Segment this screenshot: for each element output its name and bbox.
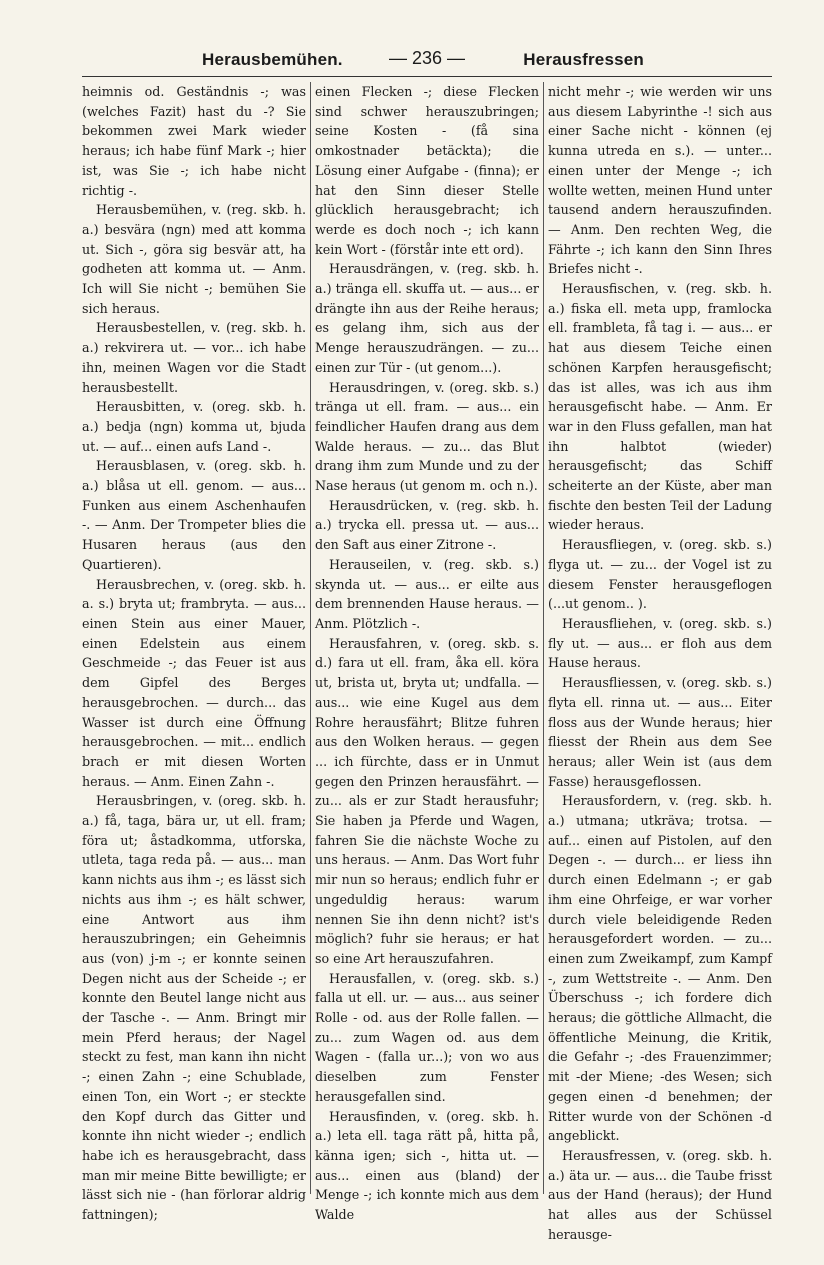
entry-paragraph: Herausbestellen, v. (reg. skb. h. a.) rekvirera ut. — vor... ich habe ihn, meinen Wagen vor die Stadt herausbestellt. <box>82 320 306 395</box>
entry-paragraph: heimnis od. Geständnis -; was (welches Fazit) hast du -? Sie bekommen zwei Mark wieder heraus; ich habe fünf Mark -; hier ist, was Sie -; ich habe nicht richtig -. <box>82 84 306 198</box>
entry-paragraph: Herausfressen, v. (oreg. skb. h. a.) äta ur. — aus... die Taube frisst aus der Hand (heraus); der Hund hat alles aus der Schüssel herausge- <box>548 1147 772 1242</box>
column-divider <box>310 82 311 1194</box>
column-left <box>82 82 306 1223</box>
entry-paragraph: Herausbringen, v. (oreg. skb. h. a.) få, taga, bära ur, ut ell. fram; föra ut; åstadkomma, utforska, utleta, taga reda på. — aus... man kann nichts aus ihm -; es lässt sich nichts aus ihm -; es hält schwer, eine Antwort aus ihm herauszubringen; ein Geheimnis aus (von) j-m -; er konnte seinen Degen nicht aus der Scheide -; er konnte den Beutel lange nicht aus der Tasche -. — Anm. Bringt mir mein Pferd heraus; der Nagel steckt zu fest, man kann ihn nicht -; einen Zahn -; eine Schublade, einen Ton, ein Wort -; er steckte den Kopf durch das Gitter und konnte ihn nicht wieder -; endlich habe ich es herausgebracht, dass man mir meine Bitte bewilligte; er lässt sich nie - (han förlorar aldrig fattningen); <box>82 793 306 1223</box>
entry-paragraph: Herausfliegen, v. (oreg. skb. s.) flyga ut. — zu... der Vogel ist zu diesem Fenster herausgeflogen (...ut genom.. ). <box>548 537 772 612</box>
column-middle <box>315 82 539 1223</box>
entry-paragraph: Herausfliessen, v. (oreg. skb. s.) flyta ell. rinna ut. — aus... Eiter floss aus der Wunde heraus; hier fliesst der Rhein aus dem See heraus; aller Wein ist (aus dem Fasse) herausgeflossen. <box>548 675 772 789</box>
entry-paragraph: Herausblasen, v. (oreg. skb. h. a.) blåsa ut ell. genom. — aus... Funken aus einem Aschenhaufen -. — Anm. Der Trompeter blies die Husaren heraus (aus den Quartieren). <box>82 458 306 572</box>
header-rule <box>82 76 772 77</box>
column-right <box>548 82 772 1242</box>
entry-paragraph: einen Flecken -; diese Flecken sind schwer herauszubringen; seine Kosten - (få sina omkostnader betäckta); die Lösung einer Aufgabe - (finna); er hat den Sinn dieser Stelle glücklich herausgebracht; ich werde es doch noch -; ich kann kein Wort - (förstår inte ett ord). <box>315 84 539 257</box>
entry-paragraph: Herauseilen, v. (reg. skb. s.) skynda ut. — aus... er eilte aus dem brennenden Hause heraus. — Anm. Plötzlich -. <box>315 556 539 631</box>
entry-paragraph: Herausbrechen, v. (oreg. skb. h. a. s.) bryta ut; frambryta. — aus... einen Stein aus einer Mauer, einen Edelstein aus einem Geschmeide -; das Feuer ist aus dem Gipfel des Berges herausgebrochen. — durch... das Wasser ist durch eine Öffnung herausgebrochen. — mit... endlich brach er mit diesen Worten heraus. — Anm. Einen Zahn -. <box>82 576 306 789</box>
entry-paragraph: nicht mehr -; wie werden wir uns aus diesem Labyrinthe -! sich aus einer Sache nicht - können (ej kunna utreda en s.). — unter... einen unter der Menge -; ich wollte wetten, meinen Hund unter tausend andern herauszufinden. — Anm. Den rechten Weg, die Fährte -; ich kann den Sinn Ihres Briefes nicht -. <box>548 84 772 277</box>
page-number: — 236 — <box>388 48 466 68</box>
entry-paragraph: Herausfinden, v. (oreg. skb. h. a.) leta ell. taga rätt på, hitta på, känna igen; sich -, hitta ut. — aus... einen aus (bland) der Menge -; ich konnte mich aus dem Walde <box>315 1108 539 1223</box>
entry-paragraph: Herausdrängen, v. (reg. skb. h. a.) tränga ell. skuffa ut. — aus... er drängte ihn aus der Reihe heraus; es gelang ihm, sich aus der Menge herauszudrängen. — zu... einen zur Tür - (ut genom...). <box>315 261 539 375</box>
entry-paragraph: Herausdringen, v. (oreg. skb. s.) tränga ut ell. fram. — aus... ein feindlicher Haufen drang aus dem Walde heraus. — zu... das Blut drang ihm zum Munde und zu der Nase heraus (ut genom m. och n.). <box>315 379 539 494</box>
header-first-entry: Herausbemühen. <box>202 50 343 69</box>
entry-paragraph: Herausbemühen, v. (reg. skb. h. a.) besvära (ngn) med att komma ut. Sich -, göra sig besvär att, ha godheten att komma ut. — Anm. Ich will Sie nicht -; bemühen Sie sich heraus. <box>82 202 306 316</box>
text-columns <box>82 82 772 1242</box>
entry-paragraph: Herausfallen, v. (oreg. skb. s.) falla ut ell. ur. — aus... aus seiner Rolle - od. aus der Rolle fallen. — zu... zum Wagen od. aus dem Wagen - (falla ur...); von wo aus dieselben zum Fenster herausgefallen sind. <box>315 970 539 1104</box>
entry-paragraph: Herausfordern, v. (reg. skb. h. a.) utmana; utkräva; trotsa. — auf... einen auf Pistolen, auf den Degen -. — durch... er liess ihn durch einen Edelmann -; er gab ihm eine Ohrfeige, er war vorher durch viele beleidigende Reden herausgefordert worden. — zu... einen zum Zweikampf, zum Kampf -, zum Wettstreite -. — Anm. Den Überschuss -; ich fordere dich heraus; die göttliche Allmacht, die öffentliche Meinung, die Kritik, die Gefahr -; -des Frauenzimmer; mit -der Miene; -des Wesen; sich gegen einen -d benehmen; der Ritter wurde von der Schönen -d angeblickt. <box>548 793 772 1144</box>
page-header <box>82 44 772 74</box>
entry-paragraph: Herausbitten, v. (oreg. skb. h. a.) bedja (ngn) komma ut, bjuda ut. — auf... einen aufs Land -. <box>82 399 306 454</box>
entry-paragraph: Herausfischen, v. (reg. skb. h. a.) fiska ell. meta upp, framlocka ell. frambleta, få tag i. — aus... er hat aus diesem Teiche einen schönen Karpfen herausgefischt; das ist alles, was ich aus ihm herausgefischt habe. — Anm. Er war in den Fluss gefallen, man hat ihn halbtot (wieder) herausgefischt; das Schiff scheiterte an der Küste, aber man fischte den besten Teil der Ladung wieder heraus. <box>548 281 772 533</box>
entry-paragraph: Herausdrücken, v. (reg. skb. h. a.) trycka ell. pressa ut. — aus... den Saft aus einer Zitrone -. <box>315 497 539 553</box>
column-divider <box>543 82 544 1194</box>
entry-paragraph: Herausfliehen, v. (oreg. skb. s.) fly ut. — aus... er floh aus dem Hause heraus. <box>548 615 772 671</box>
entry-paragraph: Herausfahren, v. (oreg. skb. s. d.) fara ut ell. fram, åka ell. köra ut, brista ut, bryta ut; undfalla. — aus... wie eine Kugel aus dem Rohre herausfährt; Blitze fuhren aus den Wolken heraus. — gegen ... ich fürchte, dass er in Unmut gegen den Prinzen herausfährt. — zu... als er zur Stadt herausfuhr; Sie haben ja Pferde und Wagen, fahren Sie die nächste Woche zu uns heraus. — Anm. Das Wort fuhr mir nun so heraus; endlich fuhr er ungeduldig heraus: warum nennen Sie ihn denn nicht? ist's möglich? fuhr sie heraus; er hat so eine Art herauszufahren. <box>315 635 539 966</box>
header-last-entry: Herausfressen <box>523 50 644 69</box>
